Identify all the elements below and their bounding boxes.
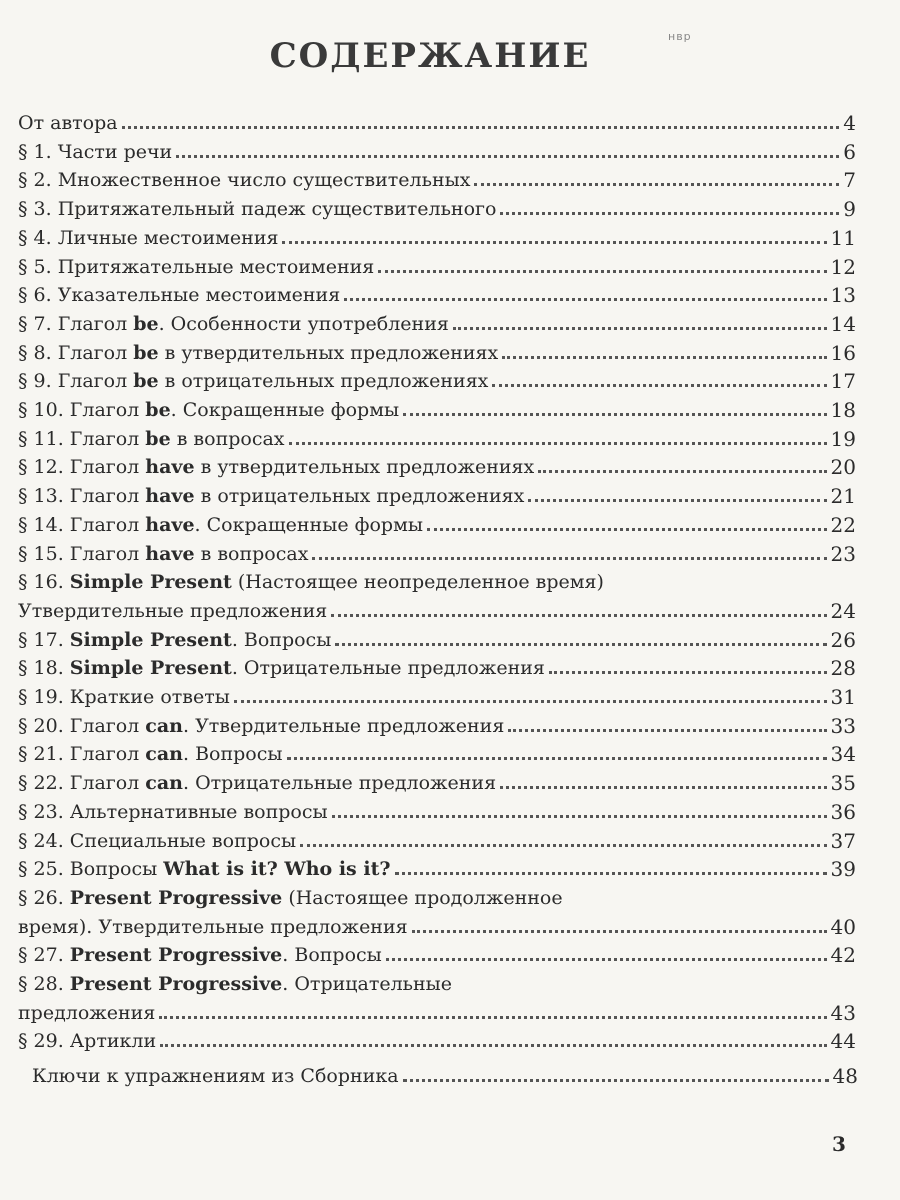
toc-page-number: 4 [843,111,856,135]
toc-entry-term: can [145,743,183,766]
toc-page-number: 11 [830,225,856,250]
toc-entry-term: have [145,456,195,479]
toc-entry [18,1000,856,1024]
toc-entry [18,139,856,163]
dot-leader [312,556,826,560]
toc-entry-text: § 19. Краткие ответы [18,686,230,708]
toc-entry [18,311,856,335]
toc-entry-label [18,571,604,593]
toc-page-number: 33 [830,713,856,738]
toc-page-number: 36 [830,799,856,824]
toc-entry [18,713,856,737]
toc-entry-text: § 29. Артикли [18,1030,157,1053]
toc-entry [18,110,856,134]
toc-entry [18,541,856,565]
toc-entry-label [18,743,283,765]
toc-entry-text: в утвердительных предложениях [158,341,499,364]
dot-leader [492,383,826,387]
toc-entry-text: . Особенности употребления [158,312,449,335]
toc-entry-term: be [145,399,171,421]
toc-entry [18,684,856,708]
toc-entry-label [18,342,498,364]
toc-entry-text: § 17. [18,628,70,651]
toc-entry-text: . Сокращенные формы [194,513,423,536]
toc-entry-text: . Вопросы [231,628,332,651]
toc-entry-text: в отрицательных предложениях [158,370,489,393]
toc-entry [18,741,856,765]
dot-leader [528,498,826,502]
dot-leader [289,441,827,445]
toc-page-number: 19 [830,426,856,451]
toc-entry-label [18,141,172,163]
toc-entry-term: be [133,312,159,335]
dot-leader [403,1078,829,1082]
toc-entry-label [18,428,285,450]
toc-page-number: 48 [832,1064,858,1089]
toc-entry [18,167,856,191]
toc-entry-label [18,284,340,306]
toc-entry-text: § 15. Глагол [18,542,146,565]
toc-entry [18,1028,856,1052]
toc-entry-term: have [145,542,195,565]
dot-leader [403,412,826,416]
toc-entry-label [18,657,545,679]
toc-page-number: 14 [830,311,856,336]
dot-leader [395,871,827,875]
toc-entry [18,971,856,995]
toc-entry-text: . Отрицательные предложения [182,772,497,795]
toc-entry-label [18,370,488,392]
dot-leader [500,211,839,215]
toc-entry-label [18,112,118,134]
toc-page-number: 7 [843,168,856,193]
toc-page-number: 13 [830,283,856,308]
toc-page-number: 18 [830,398,856,422]
toc-entry-label [18,944,382,966]
toc-entry [18,196,856,220]
dot-leader [282,240,826,244]
page-title: СОДЕРЖАНИЕ [269,36,591,76]
toc-page-number: 43 [830,1000,856,1025]
toc-entry [18,397,856,421]
toc-entry-text: § 3. Притяжательный падеж существительного [18,198,497,221]
toc-entry [32,1063,858,1087]
toc-entry [18,799,856,823]
toc-entry-text: . Сокращенные формы [170,399,400,421]
dot-leader [549,670,827,674]
dot-leader [508,728,826,732]
toc-entry-text: От автора [18,112,118,134]
toc-entry-term: be [133,370,159,393]
toc-entry-label [18,169,470,191]
toc-entry-text: (Настоящее неопределенное время) [231,571,604,594]
corner-mark: нвр [668,30,692,43]
toc-entry-text: § 9. Глагол [18,370,134,393]
toc-page-number: 6 [843,139,856,164]
toc-entry-text: § 28. [18,973,70,995]
toc-entry-label [18,801,328,823]
dot-leader [300,843,826,847]
dot-leader [386,957,827,961]
toc-entry [18,254,856,278]
toc-entry-term: Simple Present [69,571,232,594]
dot-leader [453,326,827,330]
toc-entry-text: . Вопросы [282,944,382,967]
toc-entry-label [18,1002,155,1024]
toc-entry [18,512,856,536]
toc-entry-term: have [145,485,195,508]
toc-entry-label [18,543,308,565]
toc-entry-label [18,830,296,852]
toc-entry-text: § 27. [18,944,70,967]
page-number: 3 [832,1132,846,1156]
dot-leader [176,154,839,158]
toc-entry [18,856,856,880]
toc-entry-text: § 12. Глагол [18,456,146,479]
toc-entry-text: § 16. [18,571,70,594]
toc-page-number: 35 [830,771,856,796]
toc-entry [18,885,856,909]
toc-entry-text: § 2. Множественное число существительных [18,169,471,192]
toc-entry-term: can [145,772,183,795]
toc-entry-label [18,256,374,278]
toc-entry [18,828,856,852]
toc-entry-label [18,313,449,335]
toc-page-number: 21 [830,484,856,509]
toc-entry-term: Present Progressive [69,886,283,909]
toc-entry-label [32,1065,399,1087]
toc-entry [18,282,856,306]
toc-entry-label [18,772,496,794]
toc-entry-term: Simple Present [69,628,232,651]
toc-entry-text: . Отрицательные [282,973,453,995]
toc-page-number: 12 [830,254,856,279]
toc-entry-term: have [145,513,195,536]
toc-entry [18,368,856,392]
toc-entry-text: в вопросах [170,427,285,450]
toc-entry-text: § 5. Притяжательные местоимения [18,255,375,278]
toc-entry-label [18,629,331,651]
toc-page-number: 44 [830,1029,856,1054]
toc-entry-term: can [145,714,183,737]
toc-entry-text: . Утвердительные предложения [182,714,505,737]
toc-page-number: 22 [830,512,856,537]
toc-entry-text: Ключи к упражнениям из Сборника [32,1065,399,1088]
dot-leader [335,642,826,646]
toc-entry-text: § 22. Глагол [18,772,146,795]
toc-entry [18,340,856,364]
toc-entry [18,483,856,507]
toc-entry [18,914,856,938]
toc-page-number: 40 [830,914,856,939]
toc-entry-label [18,456,534,478]
toc-entry-text: § 21. Глагол [18,743,146,766]
toc-entry [18,225,856,249]
toc-entry [18,655,856,679]
toc-entry-term: be [133,341,159,364]
toc-page-number: 20 [830,455,856,480]
dot-leader [427,527,827,531]
toc-entry-text: § 25. Вопросы [18,858,164,881]
toc-entry-text: § 6. Указательные местоимения [18,284,341,307]
toc-entry-label [18,916,408,938]
toc-page-number: 31 [830,685,856,709]
toc-entry-term: be [145,427,171,450]
toc-entry-text: в вопросах [194,542,309,565]
toc-entry [18,598,856,622]
toc-entry-label [18,227,278,249]
toc-entry-text: . Вопросы [182,743,283,766]
toc-page-number: 28 [830,656,856,681]
toc-entry-text: § 24. Специальные вопросы [18,829,297,852]
toc-entry-text: § 10. Глагол [18,399,146,421]
toc-page-number: 26 [830,627,856,652]
dot-leader [331,613,826,617]
toc-entry-label [18,973,452,995]
toc-entry [18,942,856,966]
dot-leader [234,699,827,703]
toc-entry [18,426,856,450]
toc-entry-label [18,686,230,708]
dot-leader [287,756,827,760]
toc-page-number: 37 [830,828,856,853]
toc-entry-label [18,485,524,507]
toc-page-number: 42 [830,943,856,968]
dot-leader [122,125,840,129]
toc-page-number: 17 [830,369,856,394]
toc-entry-label [18,887,563,909]
toc-entry-text: Утвердительные предложения [18,599,328,622]
toc-entry-label [18,715,504,737]
toc-entry-label [18,399,399,421]
dot-leader [500,785,826,789]
toc-entry-text: § 13. Глагол [18,485,146,508]
toc-entry-label [18,600,327,622]
toc-page-number: 9 [843,197,856,222]
dot-leader [159,1015,826,1019]
toc-entry-text: § 23. Альтернативные вопросы [18,800,328,823]
toc-entry-term: What is it? Who is it? [163,858,391,881]
toc-entry-text: предложения [18,1001,156,1024]
dot-leader [474,182,839,186]
toc-entry [18,627,856,651]
dot-leader [160,1043,826,1047]
dot-leader [502,355,826,359]
dot-leader [378,269,826,273]
toc-entry-text: § 4. Личные местоимения [18,226,279,249]
toc-page-number: 24 [830,598,856,623]
toc-entry-text: (Настоящее продолженное [282,886,563,909]
toc-entry [18,454,856,478]
toc-entry-text: § 8. Глагол [18,341,134,364]
toc-entry-text: § 20. Глагол [18,714,146,737]
toc-entry [18,770,856,794]
dot-leader [332,814,827,818]
dot-leader [344,297,826,301]
toc-entry [18,569,856,593]
dot-leader [538,469,826,473]
toc-entry-label [18,198,496,220]
toc-page-number: 16 [830,340,856,365]
toc-entry-text: § 26. [18,886,70,909]
toc-entry-term: Present Progressive [69,944,283,967]
toc-entry-text: § 14. Глагол [18,513,146,536]
toc-entry-text: в утвердительных предложениях [194,456,535,479]
toc-entry-label [18,858,391,880]
toc-page-number: 34 [830,742,856,767]
toc-entry-text: § 7. Глагол [18,312,134,335]
toc-entry-text: . Отрицательные предложения [231,657,545,680]
toc-page-number: 39 [830,857,856,882]
toc-entry-label [18,1030,156,1052]
toc-entry-term: Simple Present [69,657,232,680]
toc-page-number: 23 [830,541,856,566]
toc-entry-text: время). Утвердительные предложения [18,915,408,938]
toc-entry-text: в отрицательных предложениях [194,485,525,508]
toc-entry-label [18,514,423,536]
toc-entry-term: Present Progressive [69,973,283,995]
dot-leader [412,929,827,933]
toc-entry-text: § 11. Глагол [18,427,146,450]
toc-entry-text: § 18. [18,657,70,680]
toc-entry-text: § 1. Части речи [18,140,173,163]
